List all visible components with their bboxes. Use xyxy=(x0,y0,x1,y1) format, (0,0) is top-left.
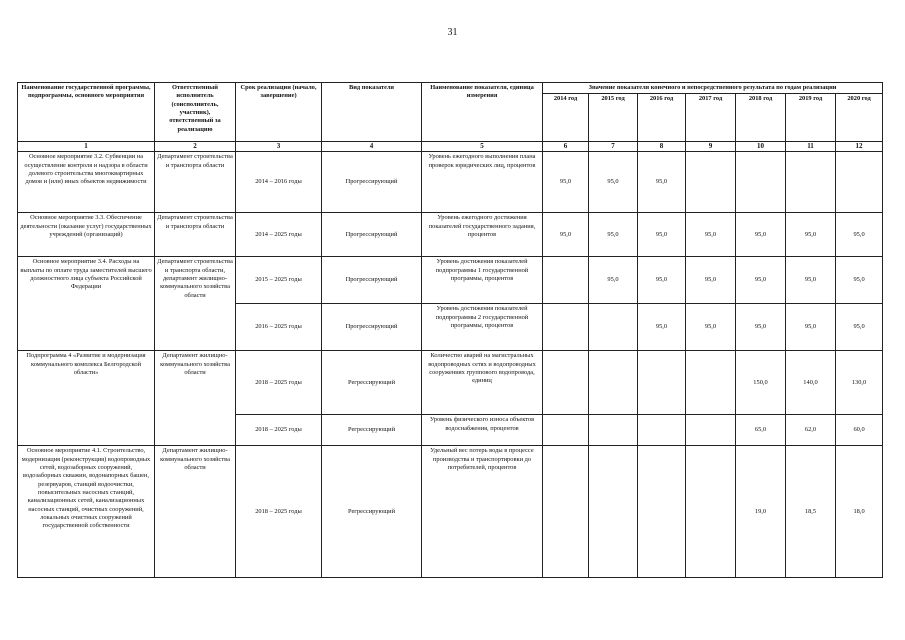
program-cell: Подпрограмма 4 «Развитие и модернизация коммунального комплекса Белгородской области» xyxy=(18,351,155,446)
value-2018: 65,0 xyxy=(736,415,786,446)
header-year-2016: 2016 год xyxy=(638,94,686,142)
program-cell: Основное мероприятие 3.4. Расходы на выплаты по оплате труда заместителей высшего должностного лица субъекта Российской Федерации xyxy=(18,257,155,351)
value-2017 xyxy=(686,152,736,213)
executor-cell: Департамент жилищно-коммунального хозяйства области xyxy=(155,446,236,578)
header-values-group: Значение показателя конечного и непосредственного результата по годам реализации xyxy=(543,83,883,94)
column-number: 2 xyxy=(155,142,236,152)
column-number: 9 xyxy=(686,142,736,152)
column-number: 1 xyxy=(18,142,155,152)
table-row xyxy=(18,351,883,415)
value-2017: 95,0 xyxy=(686,213,736,257)
value-2014 xyxy=(543,415,589,446)
value-2014 xyxy=(543,257,589,304)
value-2019: 62,0 xyxy=(786,415,836,446)
indicator-type-cell: Регрессирующий xyxy=(322,415,422,446)
indicators-table xyxy=(17,82,883,578)
period-cell: 2018 – 2025 годы xyxy=(236,446,322,578)
value-2014: 95,0 xyxy=(543,152,589,213)
indicator-name-cell: Удельный вес потерь воды в процессе производства и транспортировки до потребителей, процентов xyxy=(422,446,543,578)
table-row xyxy=(18,213,883,257)
value-2019: 18,5 xyxy=(786,446,836,578)
indicator-type-cell: Прогрессирующий xyxy=(322,257,422,304)
value-2014: 95,0 xyxy=(543,213,589,257)
value-2018: 95,0 xyxy=(736,304,786,351)
value-2015: 95,0 xyxy=(589,213,638,257)
column-number: 12 xyxy=(836,142,883,152)
value-2016 xyxy=(638,446,686,578)
value-2020: 95,0 xyxy=(836,304,883,351)
header-year-2015: 2015 год xyxy=(589,94,638,142)
executor-cell: Департамент строительства и транспорта области xyxy=(155,213,236,257)
column-number: 5 xyxy=(422,142,543,152)
indicator-type-cell: Прогрессирующий xyxy=(322,304,422,351)
header-period: Срок реализации (начало, завершение) xyxy=(236,83,322,142)
value-2017: 95,0 xyxy=(686,304,736,351)
value-2018 xyxy=(736,152,786,213)
value-2018: 150,0 xyxy=(736,351,786,415)
header-year-2018: 2018 год xyxy=(736,94,786,142)
column-number: 3 xyxy=(236,142,322,152)
value-2019: 95,0 xyxy=(786,304,836,351)
value-2019 xyxy=(786,152,836,213)
indicator-type-cell: Регрессирующий xyxy=(322,446,422,578)
period-cell: 2016 – 2025 годы xyxy=(236,304,322,351)
indicator-type-cell: Регрессирующий xyxy=(322,351,422,415)
page-number: 31 xyxy=(447,27,458,38)
header-year-2017: 2017 год xyxy=(686,94,736,142)
value-2017 xyxy=(686,415,736,446)
column-number: 10 xyxy=(736,142,786,152)
table-row xyxy=(18,152,883,213)
value-2016 xyxy=(638,415,686,446)
value-2018: 95,0 xyxy=(736,257,786,304)
value-2017 xyxy=(686,446,736,578)
value-2020: 95,0 xyxy=(836,213,883,257)
indicator-name-cell: Количество аварий на магистральных водопроводных сетях и водопроводных сооружениях группового водопровода, единиц xyxy=(422,351,543,415)
executor-cell: Департамент строительства и транспорта области xyxy=(155,152,236,213)
indicator-name-cell: Уровень ежегодного достижения показателей государственного задания, процентов xyxy=(422,213,543,257)
indicator-name-cell: Уровень физического износа объектов водоснабжения, процентов xyxy=(422,415,543,446)
value-2015 xyxy=(589,415,638,446)
header-year-2014: 2014 год xyxy=(543,94,589,142)
value-2019: 140,0 xyxy=(786,351,836,415)
value-2020: 60,0 xyxy=(836,415,883,446)
program-cell: Основное мероприятие 3.3. Обеспечение деятельности (оказание услуг) государственных учреждений (организаций) xyxy=(18,213,155,257)
table-row xyxy=(18,446,883,578)
value-2019: 95,0 xyxy=(786,257,836,304)
value-2018: 95,0 xyxy=(736,213,786,257)
program-cell: Основное мероприятие 3.2. Субвенции на осуществление контроля и надзора в области долевого строительства многоквартирных домов и (или) иных объектов недвижимости xyxy=(18,152,155,213)
value-2014 xyxy=(543,446,589,578)
value-2020: 130,0 xyxy=(836,351,883,415)
indicator-name-cell: Уровень достижения показателей подпрограммы 2 государственной программы, процентов xyxy=(422,304,543,351)
header-indicator-type: Вид показателя xyxy=(322,83,422,142)
header-year-2020: 2020 год xyxy=(836,94,883,142)
header-year-2019: 2019 год xyxy=(786,94,836,142)
value-2016: 95,0 xyxy=(638,213,686,257)
period-cell: 2018 – 2025 годы xyxy=(236,351,322,415)
period-cell: 2018 – 2025 годы xyxy=(236,415,322,446)
executor-cell: Департамент жилищно-коммунального хозяйства области xyxy=(155,351,236,446)
period-cell: 2014 – 2025 годы xyxy=(236,213,322,257)
column-number: 7 xyxy=(589,142,638,152)
value-2018: 19,0 xyxy=(736,446,786,578)
value-2015: 95,0 xyxy=(589,257,638,304)
value-2015 xyxy=(589,304,638,351)
program-cell: Основное мероприятие 4.1. Строительство, модернизация (реконструкция) водопроводных сетей, водозаборных сооружений, водозаборных скважин, водонапорных башен, резервуаров, станций водоочистки, повысительных насосных станций, канализационных сетей, канализационных насосных станций, очистных сооружений, локальных очистных сооружений государственной собственности xyxy=(18,446,155,578)
period-cell: 2015 – 2025 годы xyxy=(236,257,322,304)
indicator-name-cell: Уровень ежегодного выполнения плана проверок юридических лиц, процентов xyxy=(422,152,543,213)
value-2015 xyxy=(589,351,638,415)
value-2020: 18,0 xyxy=(836,446,883,578)
value-2020 xyxy=(836,152,883,213)
value-2020: 95,0 xyxy=(836,257,883,304)
value-2016: 95,0 xyxy=(638,257,686,304)
column-number-row xyxy=(18,142,883,152)
executor-cell: Департамент строительства и транспорта области, департамент жилищно-коммунального хозяйства области xyxy=(155,257,236,351)
value-2014 xyxy=(543,351,589,415)
value-2017 xyxy=(686,351,736,415)
value-2017: 95,0 xyxy=(686,257,736,304)
column-number: 6 xyxy=(543,142,589,152)
column-number: 11 xyxy=(786,142,836,152)
value-2019: 95,0 xyxy=(786,213,836,257)
indicator-type-cell: Прогрессирующий xyxy=(322,213,422,257)
value-2016 xyxy=(638,351,686,415)
header-indicator-name: Наименование показателя, единица измерения xyxy=(422,83,543,142)
value-2015 xyxy=(589,446,638,578)
table-row xyxy=(18,257,883,304)
indicator-type-cell: Прогрессирующий xyxy=(322,152,422,213)
header-executor: Ответственный исполнитель (соисполнитель, участник), ответственный за реализацию xyxy=(155,83,236,142)
indicator-name-cell: Уровень достижения показателей подпрограммы 1 государственной программы, процентов xyxy=(422,257,543,304)
header-program: Наименование государственной программы, подпрограммы, основного мероприятия xyxy=(18,83,155,142)
value-2016: 95,0 xyxy=(638,304,686,351)
column-number: 4 xyxy=(322,142,422,152)
period-cell: 2014 – 2016 годы xyxy=(236,152,322,213)
value-2016: 95,0 xyxy=(638,152,686,213)
value-2015: 95,0 xyxy=(589,152,638,213)
column-number: 8 xyxy=(638,142,686,152)
value-2014 xyxy=(543,304,589,351)
